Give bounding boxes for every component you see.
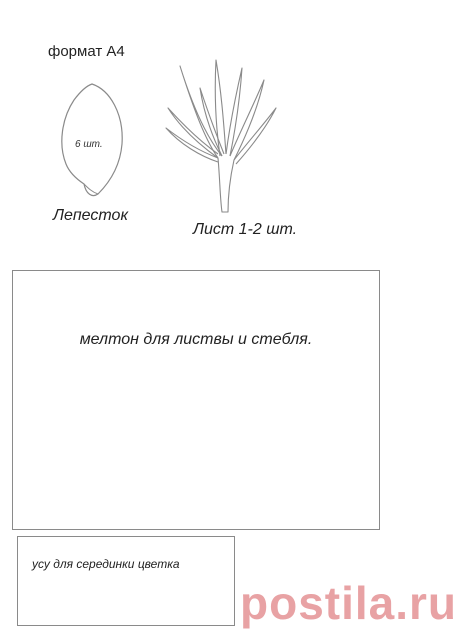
leaf-blade [230, 80, 264, 160]
leaf-blade [234, 108, 276, 164]
leaf-stem [218, 158, 234, 212]
leaf-label: Лист 1-2 шт. [193, 221, 298, 238]
watermark-tld: ru [409, 577, 458, 629]
leaf-blade [226, 68, 242, 156]
leaf-template [160, 58, 285, 218]
petal-label: Лепесток [53, 207, 128, 224]
leaf-blade [215, 60, 226, 156]
petal-count-label: 6 шт. [75, 139, 103, 150]
leaf-blade [200, 88, 224, 156]
page-title: формат А4 [48, 43, 125, 60]
felt-box-text: мелтон для листвы и стебля. [79, 331, 313, 348]
watermark-dot: . [395, 577, 410, 629]
postila-watermark [240, 576, 457, 630]
usu-box [17, 536, 235, 626]
felt-box [12, 270, 380, 530]
watermark-main: postila [240, 577, 396, 629]
usu-box-text: усу для серединки цветка [32, 557, 180, 571]
